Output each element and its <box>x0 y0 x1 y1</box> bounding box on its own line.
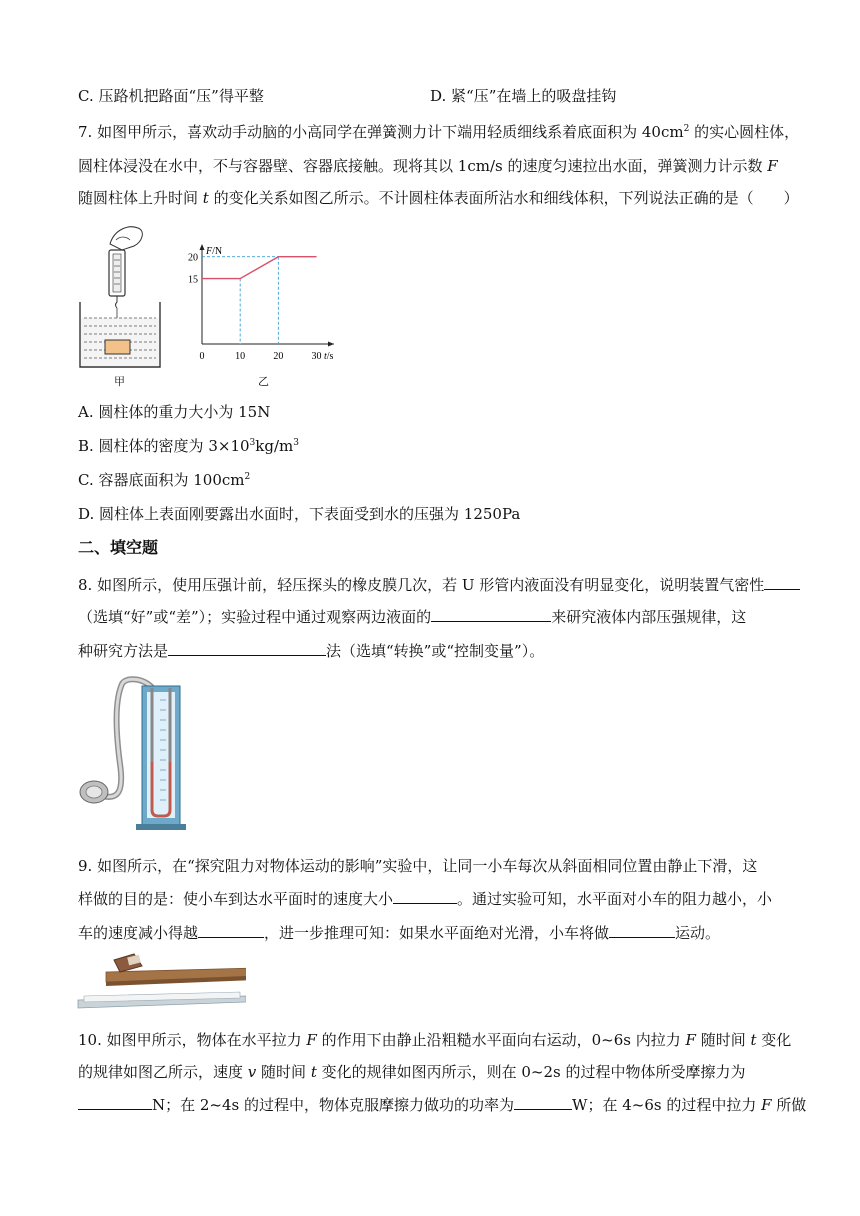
q9-blank-3[interactable] <box>609 922 675 938</box>
q9-line3: 车的速度减小得越 ，进一步推理可知：如果水平面绝对光滑，小车将做 运动。 <box>78 924 721 942</box>
q9-figure-incline <box>76 950 246 1016</box>
q9-line1: 9. 如图所示，在“探究阻力对物体运动的影响”实验中，让同一小车每次从斜面相同位置由静止下滑，这 <box>78 857 758 875</box>
q6-option-d: D. 紧“压”在墙上的吸盘挂钩 <box>430 87 617 105</box>
series-line <box>202 257 317 279</box>
x-axis-arrow <box>328 342 334 347</box>
q7-option-d: D. 圆柱体上表面刚要露出水面时，下表面受到水的压强为 1250Pa <box>78 505 521 523</box>
q7-option-a: A. 圆柱体的重力大小为 15N <box>78 403 271 421</box>
x-tick-label: 20 <box>273 351 284 362</box>
q6-option-c: C. 压路机把路面“压”得平整 <box>78 87 264 105</box>
q10-blank-2[interactable] <box>514 1094 572 1110</box>
x-tick-label: 0 <box>199 351 205 362</box>
q7-line1: 7. 如图甲所示，喜欢动手动脑的小高同学在弹簧测力计下端用轻质细线系着底面积为 $40cm^2$ 的实心圆柱体， <box>78 123 800 141</box>
q7-chart <box>178 240 338 366</box>
q8-blank-3[interactable] <box>168 640 326 656</box>
q10-line3: N；在 2~4s 的过程中，物体克服摩擦力做功的功率为 W；在 4~6s 的过程中拉力 F 所做 <box>78 1094 806 1115</box>
x-axis-label: t/s <box>324 351 334 362</box>
q7-option-c: C. 容器底面积为 $100cm^2$ <box>78 471 251 489</box>
q10-blank-1[interactable] <box>78 1094 152 1110</box>
y-axis-label: F/N <box>206 246 223 257</box>
x-tick-label: 30 <box>311 351 322 362</box>
q8-line2: （选填“好”或“差”）；实验过程中通过观察两边液面的 来研究液体内部压强规律，这 <box>78 608 747 626</box>
section-heading-fill-blank: 二、填空题 <box>78 538 159 557</box>
q10-line1: 10. 如图甲所示，物体在水平拉力 F 的作用下由静止沿粗糙水平面向右运动，0~6s 内拉力 F 随时间 t 变化 <box>78 1031 792 1049</box>
q8-blank-2[interactable] <box>431 606 551 622</box>
q8-line1: 8. 如图所示，使用压强计前，轻压探头的橡皮膜几次，若 U 形管内液面没有明显变化，说明装置气密性 <box>78 574 800 595</box>
q8-figure-manometer <box>76 674 196 834</box>
y-axis-arrow <box>200 244 205 250</box>
q9-line2: 样做的目的是：使小车到达水平面时的速度大小 。通过实验可知，水平面对小车的阻力越小，小 <box>78 890 773 908</box>
q10-line2: 的规律如图乙所示，速度 v 随时间 t 变化的规律如图丙所示，则在 0~2s 的过程中物体所受摩擦力为 <box>78 1063 746 1081</box>
q7-figure-spring-scale <box>76 222 176 392</box>
x-tick-label: 10 <box>235 351 246 362</box>
q7-option-b: B. 圆柱体的密度为 $3\times 10^3kg/m^3$ <box>78 437 299 455</box>
q7-fig-caption-right: 乙 <box>258 375 269 388</box>
y-tick-label: 20 <box>188 252 198 264</box>
q9-blank-1[interactable] <box>393 888 457 904</box>
q8-line3: 种研究方法是 法（选填“转换”或“控制变量”）。 <box>78 642 545 660</box>
q7-line2: 圆柱体浸没在水中，不与容器壁、容器底接触。现将其以 1cm/s 的速度匀速拉出水面，弹簧测力计示数 F <box>78 157 778 175</box>
q7-fig-caption-left: 甲 <box>114 375 125 388</box>
q7-line3: 随圆柱体上升时间 t 的变化关系如图乙所示。不计圆柱体表面所沾水和细线体积，下列说法正确的是（ ） <box>78 189 799 207</box>
y-tick-label: 15 <box>188 274 198 286</box>
q8-blank-1[interactable] <box>764 574 800 590</box>
q9-blank-2[interactable] <box>198 922 264 938</box>
